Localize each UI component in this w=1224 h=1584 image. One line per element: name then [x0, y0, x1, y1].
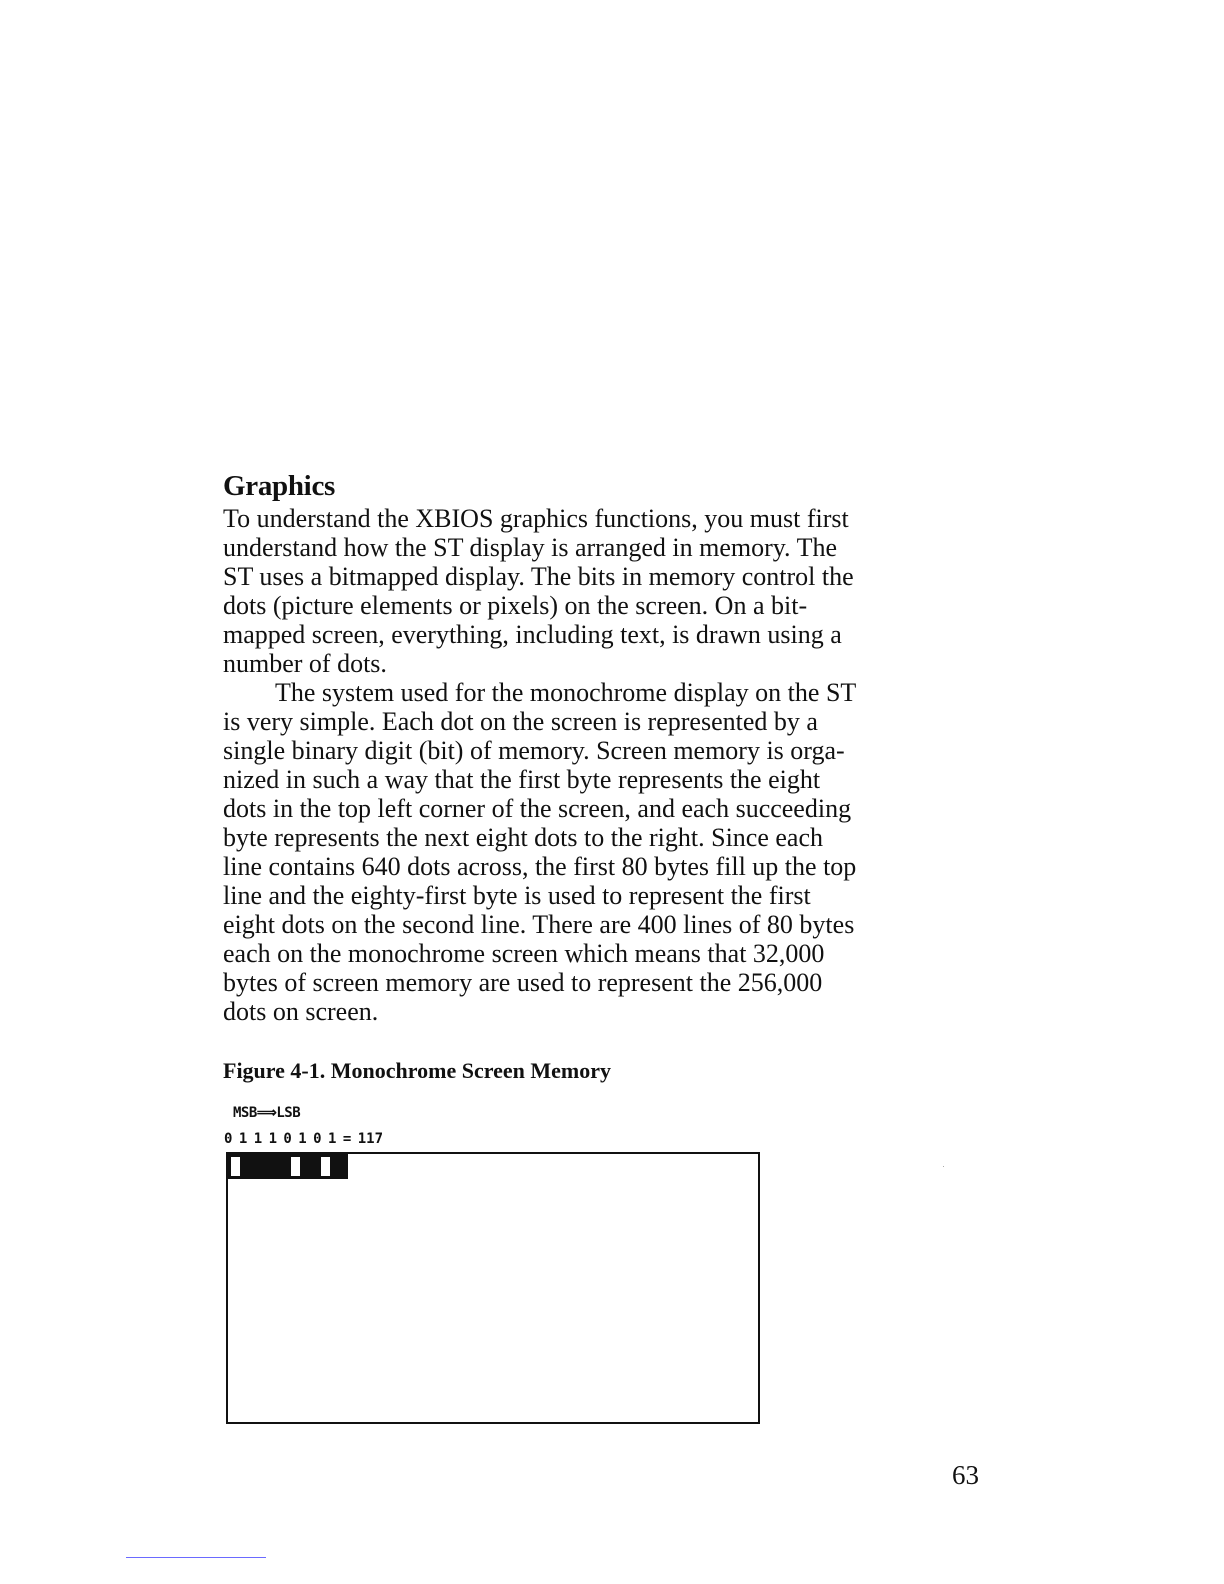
paragraph-line: bytes of screen memory are used to represent the 256,000	[223, 968, 823, 997]
paragraph-line: dots on screen.	[223, 997, 379, 1026]
monochrome-screen-diagram	[226, 1152, 760, 1424]
bit-cell-3	[273, 1154, 288, 1179]
page-number: 63	[952, 1460, 979, 1490]
paragraph-line: line contains 640 dots across, the first 80 bytes fill up the top	[223, 852, 857, 881]
paragraph-line: dots (picture elements or pixels) on the screen. On a bit-	[223, 591, 808, 620]
bits-value-label: 0 1 1 1 0 1 0 1 = 117	[224, 1131, 384, 1147]
bit-cell-6	[318, 1154, 333, 1179]
bit-cell-7	[333, 1154, 348, 1179]
paragraph-line: eight dots on the second line. There are 400 lines of 80 bytes	[223, 910, 855, 939]
paragraph-line: nized in such a way that the first byte represents the eight	[223, 765, 821, 794]
paragraph-line: The system used for the monochrome display on the ST	[275, 678, 857, 707]
paragraph-line: is very simple. Each dot on the screen is represented by a	[223, 707, 818, 736]
paragraph-line: understand how the ST display is arranged in memory. The	[223, 533, 838, 562]
paragraph-line: line and the eighty-first byte is used to represent the first	[223, 881, 811, 910]
bit-order-label: MSB⟹LSB	[233, 1105, 301, 1121]
section-heading: Graphics	[223, 470, 335, 502]
first-byte-bits	[228, 1154, 348, 1179]
paragraph-line: number of dots.	[223, 649, 387, 678]
bit-cell-1	[243, 1154, 258, 1179]
paragraph-line: To understand the XBIOS graphics functions, you must first	[223, 504, 849, 533]
paragraph-2	[223, 678, 983, 1026]
bit-cell-5	[303, 1154, 318, 1179]
footer-rule	[126, 1557, 266, 1558]
paragraph-line: dots in the top left corner of the screen, and each succeeding	[223, 794, 852, 823]
bit-cell-0	[228, 1154, 243, 1179]
scan-speck	[943, 1166, 944, 1167]
bit-cell-2	[258, 1154, 273, 1179]
paragraph-line: byte represents the next eight dots to the right. Since each	[223, 823, 823, 852]
paragraph-line: mapped screen, everything, including text, is drawn using a	[223, 620, 842, 649]
bit-cell-4	[288, 1154, 303, 1179]
paragraph-line: ST uses a bitmapped display. The bits in memory control the	[223, 562, 854, 591]
paragraph-line: single binary digit (bit) of memory. Screen memory is orga-	[223, 736, 845, 765]
paragraph-1	[223, 504, 983, 678]
figure-caption: Figure 4-1. Monochrome Screen Memory	[223, 1058, 611, 1083]
paragraph-line: each on the monochrome screen which means that 32,000	[223, 939, 825, 968]
